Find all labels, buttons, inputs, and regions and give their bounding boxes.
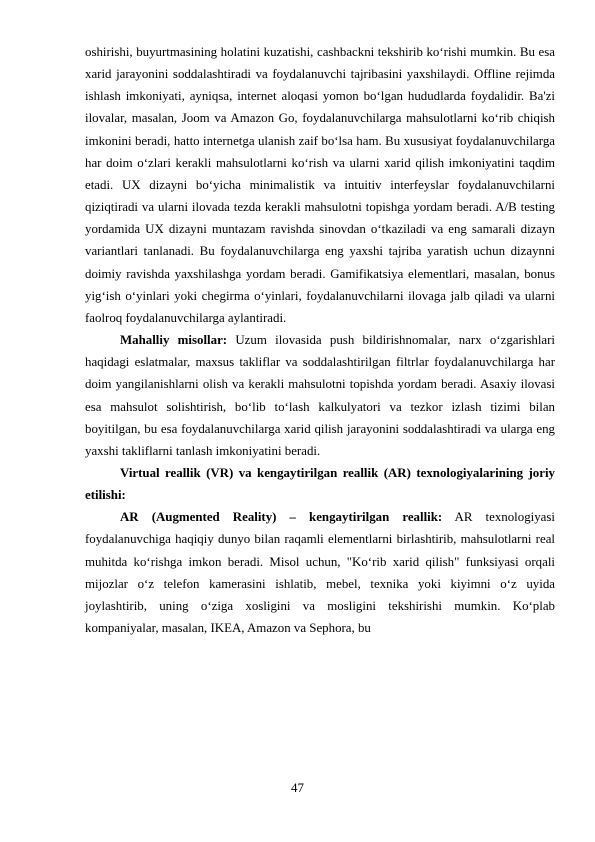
paragraph-text: Uzum ilovasida push bildirishnomalar, narx o‘zgarishlari haqidagi eslatmalar, maxsus takliflar va soddalashtirilgan filtrlar foydalanuvchilarga har doim yangilanishlarni olish va kerakli mahsulotni topishda yordam beradi. Asaxiy ilovasi esa mahsulot solishtirish, bo‘lib to‘lash kalkulyatori va tezkor izlash tizimi bilan boyitilgan, bu esa foydalanuvchilarga xarid qilish jarayonini soddalashtiradi va ularga eng yaxshi takliflarni tanlash imkoniyatini beradi.	[85, 333, 556, 458]
section-heading-vr-ar	[85, 462, 555, 506]
paragraph-ar	[85, 506, 555, 639]
body-text	[85, 41, 555, 639]
section-heading-text: Virtual reallik (VR) va kengaytirilgan reallik (AR) texnologiyalarining joriy etilishi:	[85, 465, 555, 503]
paragraph-heading: Mahalliy misollar:	[120, 333, 228, 348]
paragraph-heading: AR (Augmented Reality) – kengaytirilgan reallik:	[120, 510, 443, 525]
paragraph-text: AR texnologiyasi foydalanuvchiga haqiqiy dunyo bilan raqamli elementlarni birlashtirib, mahsulotlarni real muhitda ko‘rishga imkon beradi. Misol uchun, "Ko‘rib xarid qilish" funksiyasi orqali mijozlar o‘z telefon kamerasini ishlatib, mebel, texnika yoki kiyimni o‘z uyida joylashtirib, uning o‘ziga xosligini va mosligini tekshirishi mumkin. Ko‘plab kompaniyalar, masalan, IKEA, Amazon va Sephora, bu	[85, 510, 555, 636]
paragraph-text: oshirishi, buyurtmasining holatini kuzatishi, cashbackni tekshirib ko‘rishi mumkin. Bu esa xarid jarayonini soddalashtiradi va foydalanuvchi tajribasini yaxshilaydi. Offline rejimda ishlash imkoniyati, ayniqsa, internet aloqasi yomon bo‘lgan hududlarda foydalidir. Ba'zi ilovalar, masalan, Joom va Amazon Go, foydalanuvchilarga mahsulotlarni ko‘rib chiqish imkonini beradi, hatto internetga ulanish zaif bo‘lsa ham. Bu xususiyat foydalanuvchilarga har doim o‘zlari kerakli mahsulotlarni ko‘rish va ularni xarid qilish imkoniyatini taqdim etadi. UX dizayni bo‘yicha minimalistik va intuitiv interfeyslar foydalanuvchilarni qiziqtiradi va ularni ilovada tezda kerakli mahsulotni topishga yordam beradi. A/B testing yordamida UX dizayni muntazam ravishda sinovdan o‘tkaziladi va eng samarali dizayn variantlari tanlanadi. Bu foydalanuvchilarga eng yaxshi tajriba yaratish uchun dizaynni doimiy ravishda yaxshilashga yordam beradi. Gamifikatsiya elementlari, masalan, bonus yig‘ish o‘yinlari yoki chegirma o‘yinlari, foydalanuvchilarni ilovaga jalb qiladi va ularni faolroq foydalanuvchilarga aylantiradi.	[85, 45, 555, 325]
paragraph-ux-overview	[85, 41, 555, 329]
paragraph-local-examples	[85, 329, 555, 462]
page-number: 47	[291, 781, 304, 795]
